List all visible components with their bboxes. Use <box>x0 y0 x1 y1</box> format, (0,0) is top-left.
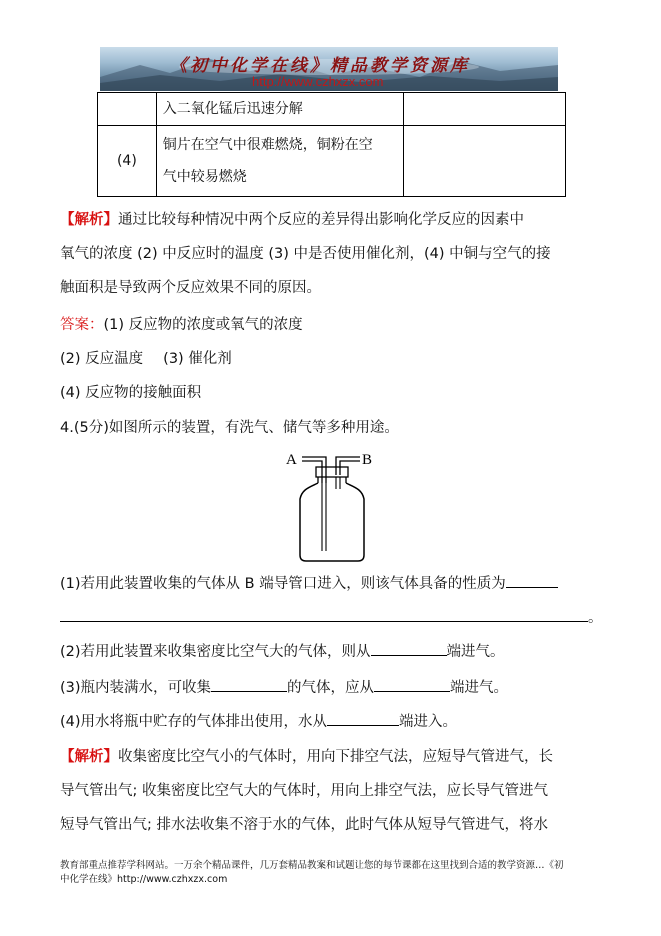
table-cell-empty <box>404 93 566 126</box>
analysis-line: 氧气的浓度 (2) 中反应时的温度 (3) 中是否使用催化剂，(4) 中铜与空气的接 <box>60 246 551 262</box>
question-text: (1)若用此装置收集的气体从 B 端导管口进入，则该气体具备的性质为 <box>60 576 506 592</box>
table-cell-phenomenon <box>156 126 403 197</box>
table-cell-phenomenon <box>156 93 403 126</box>
analysis-tag: 【解析】 <box>60 212 118 228</box>
question-item <box>60 710 457 731</box>
analysis-text: 通过比较每种情况中两个反应的差异得出影响化学反应的因素中 <box>118 212 524 228</box>
answer-text: (1) 反应物的浓度或氧气的浓度 <box>103 317 303 333</box>
header-banner <box>100 47 558 91</box>
label-a: A <box>286 452 297 468</box>
answer-blank[interactable] <box>211 677 287 692</box>
table-cell-number: (4) <box>98 126 157 197</box>
table-cell-line: 铜片在空气中很难燃烧，铜粉在空 <box>162 137 373 153</box>
table-cell-line: 入二氧化锰后迅速分解 <box>162 101 303 117</box>
answer-tag: 答案： <box>60 317 104 333</box>
question-item <box>60 676 508 697</box>
answer-line <box>60 313 303 334</box>
table-cell-empty <box>404 126 566 197</box>
answer-text: (2) 反应温度 <box>60 351 144 367</box>
answer-line <box>60 347 232 368</box>
question-text: 端进气。 <box>450 680 509 696</box>
gas-bottle-diagram <box>280 443 390 563</box>
analysis-line: 短导气管出气; 排水法收集不溶于水的气体，此时气体从短导气管进气，将水 <box>60 817 548 833</box>
question-item <box>60 606 603 627</box>
label-b: B <box>362 452 373 468</box>
analysis-tag: 【解析】 <box>60 749 118 765</box>
question-item <box>60 640 505 661</box>
question-text: 。 <box>588 610 603 626</box>
table-cell-number <box>98 93 157 126</box>
table-row <box>98 126 566 197</box>
question-text: 端进气。 <box>446 644 505 660</box>
analysis-line: 触面积是导致两个反应效果不同的原因。 <box>60 280 321 296</box>
analysis-line <box>60 208 524 229</box>
banner-url: http://www.czhxzx.com <box>252 74 384 89</box>
answer-text: (3) 催化剂 <box>163 351 232 367</box>
footer-line: 中化学在线》http://www.czhxzx.com <box>60 874 228 885</box>
question-text: (2)若用此装置来收集密度比空气大的气体，则从 <box>60 644 371 660</box>
answer-blank[interactable] <box>327 711 399 726</box>
answer-blank[interactable] <box>506 573 558 588</box>
answer-line: (4) 反应物的接触面积 <box>60 385 202 401</box>
analysis-line <box>60 745 553 766</box>
question-text: 端进入。 <box>399 714 458 730</box>
question-text: (3)瓶内装满水，可收集 <box>60 680 212 696</box>
question-item <box>60 572 558 593</box>
analysis-text: 收集密度比空气小的气体时，用向下排空气法，应短导气管进气，长 <box>118 749 553 765</box>
answer-blank[interactable] <box>374 677 450 692</box>
answer-blank[interactable] <box>371 641 447 656</box>
answer-blank[interactable] <box>60 607 588 622</box>
comparison-table <box>97 92 566 197</box>
table-row <box>98 93 566 126</box>
question-text: 的气体，应从 <box>287 680 375 696</box>
question-stem: 4.(5分)如图所示的装置，有洗气、储气等多种用途。 <box>60 420 399 436</box>
question-text: (4)用水将瓶中贮存的气体排出使用，水从 <box>60 714 328 730</box>
table-cell-line: 气中较易燃烧 <box>162 169 247 185</box>
banner-title: 《初中化学在线》精品教学资源库 <box>170 56 470 76</box>
footer-line: 教育部重点推荐学科网站。一万余个精品课件，几万套精品教案和试题让您的每节课都在这里找到合适的教学资源…《初 <box>60 860 564 871</box>
analysis-line: 导气管出气; 收集密度比空气大的气体时，用向上排空气法，应长导气管进气 <box>60 783 548 799</box>
